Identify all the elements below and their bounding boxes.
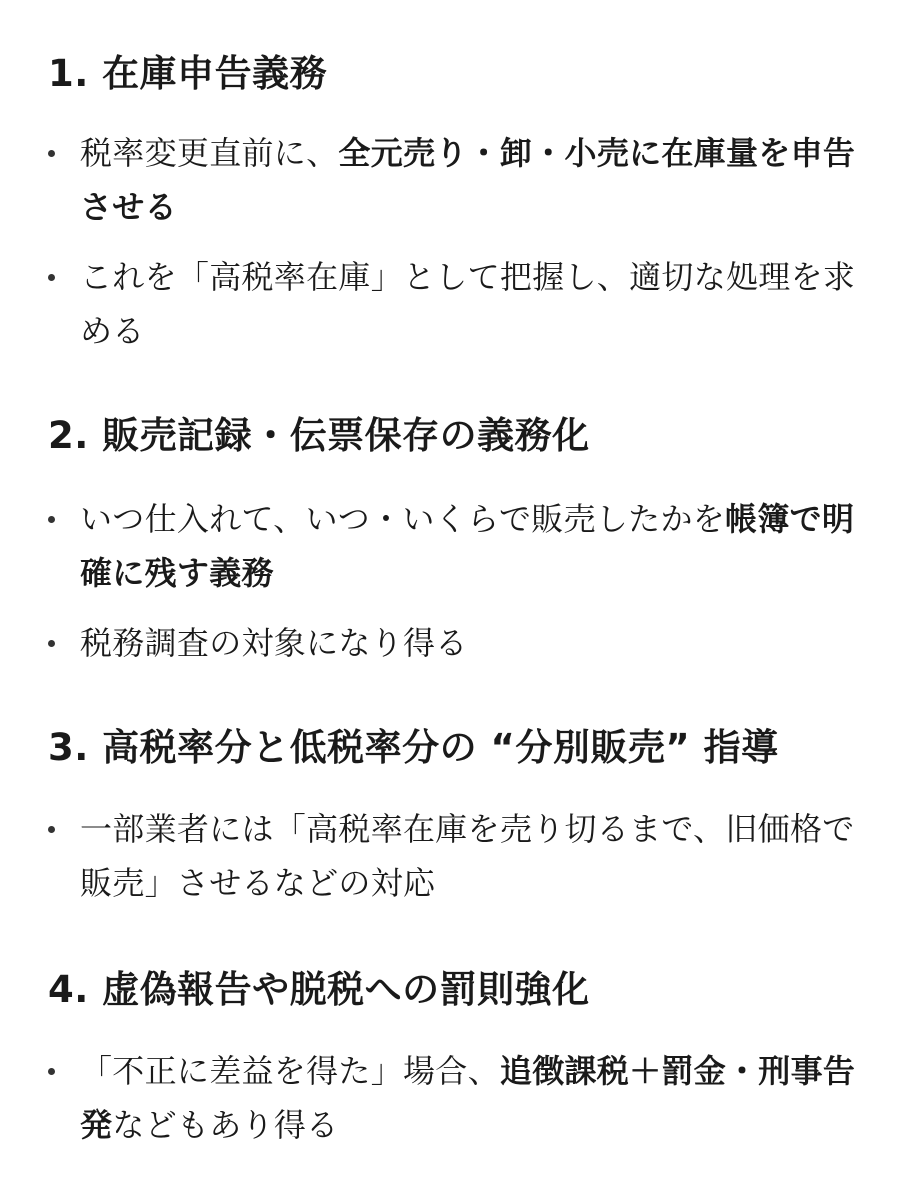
bullet-text-part: 「不正に差益を得た」場合、: [80, 1052, 500, 1090]
bullet-dot-icon: [48, 516, 55, 523]
section-4-heading: 4. 虚偽報告や脱税への罰則強化: [48, 968, 590, 1011]
section-1-bullet-1: [48, 126, 868, 234]
bullet-text-emphasis: 帳簿で明確に残す義務: [80, 500, 855, 592]
bullet-text: [80, 126, 870, 234]
bullet-dot-icon: [48, 1068, 55, 1075]
section-2-bullet-2: [48, 616, 868, 670]
bullet-dot-icon: [48, 274, 55, 281]
bullet-text-emphasis: 追徴課税＋罰金・刑事告発: [80, 1052, 856, 1144]
bullet-dot-icon: [48, 640, 55, 647]
section-1-bullet-2: [48, 250, 868, 358]
section-3-heading: 3. 高税率分と低税率分の “分別販売” 指導: [48, 726, 779, 769]
bullet-text-part: いつ仕入れて、いつ・いくらで販売したかを: [80, 500, 726, 538]
section-4-bullet-1: [48, 1044, 868, 1152]
bullet-text-emphasis: 全元売り・卸・小売に在庫量を申告させる: [80, 134, 856, 226]
bullet-text: [80, 492, 870, 600]
bullet-text: 一部業者には「高税率在庫を売り切るまで、旧価格で販売」させるなどの対応: [80, 810, 855, 902]
bullet-text-part: 税率変更直前に、: [80, 134, 339, 172]
section-3-bullet-1: [48, 802, 868, 910]
section-1-heading: 1. 在庫申告義務: [48, 52, 328, 95]
bullet-text-part: などもあり得る: [112, 1106, 339, 1144]
bullet-dot-icon: [48, 150, 55, 157]
bullet-text: これを「高税率在庫」として把握し、適切な処理を求める: [80, 258, 856, 350]
section-2-heading: 2. 販売記録・伝票保存の義務化: [48, 414, 590, 457]
bullet-text: [80, 1044, 870, 1152]
bullet-dot-icon: [48, 826, 55, 833]
bullet-text: 税務調査の対象になり得る: [80, 624, 468, 662]
section-2-bullet-1: [48, 492, 868, 600]
